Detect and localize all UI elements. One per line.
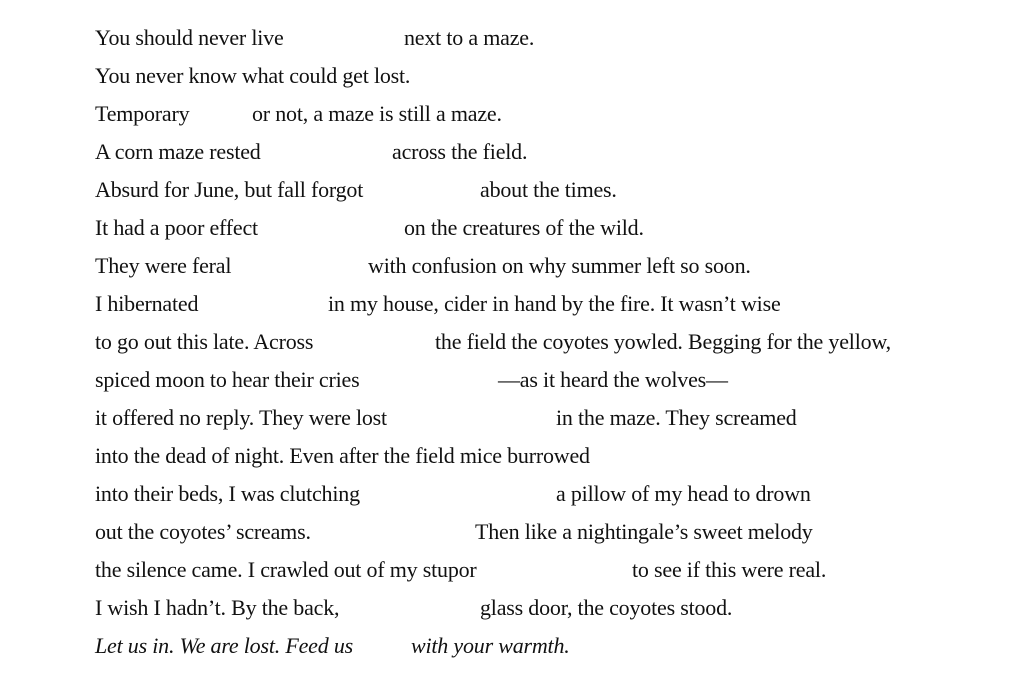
line-13-part-b: a pillow of my head to drown [556, 481, 811, 506]
line-12-part-a: into the dead of night. Even after the field mice burrowed [95, 443, 590, 468]
line-14-part-a: out the coyotes’ screams. [95, 519, 311, 544]
line-16-part-b: glass door, the coyotes stood. [480, 595, 733, 620]
line-7-part-a: They were feral [95, 253, 232, 278]
poem-line-4 [95, 133, 995, 171]
line-17-part-a: Let us in. We are lost. Feed us [95, 633, 353, 658]
line-3-part-a: Temporary [95, 101, 190, 126]
line-17-part-b: with your warmth. [411, 633, 570, 658]
line-11-part-a: it offered no reply. They were lost [95, 405, 387, 430]
poem-line-16 [95, 589, 995, 627]
poem-line-5 [95, 171, 995, 209]
poem-line-17 [95, 627, 995, 665]
poem-line-10 [95, 361, 995, 399]
line-3-part-b: or not, a maze is still a maze. [252, 101, 502, 126]
line-15-part-a: the silence came. I crawled out of my stupor [95, 557, 477, 582]
poem-line-7 [95, 247, 995, 285]
line-5-part-a: Absurd for June, but fall forgot [95, 177, 364, 202]
poem-line-14 [95, 513, 995, 551]
line-6-part-a: It had a poor effect [95, 215, 258, 240]
line-11-part-b: in the maze. They screamed [556, 405, 797, 430]
line-1-part-b: next to a maze. [404, 25, 535, 50]
line-13-part-a: into their beds, I was clutching [95, 481, 360, 506]
line-8-part-b: in my house, cider in hand by the fire. It wasn’t wise [328, 291, 781, 316]
poem-line-1 [95, 19, 995, 57]
line-15-part-b: to see if this were real. [632, 557, 827, 582]
poem-line-8 [95, 285, 995, 323]
poem-line-9 [95, 323, 995, 361]
line-1-part-a: You should never live [95, 25, 284, 50]
poem-line-15 [95, 551, 995, 589]
line-6-part-b: on the creatures of the wild. [404, 215, 644, 240]
line-10-part-a: spiced moon to hear their cries [95, 367, 360, 392]
poem-line-3 [95, 95, 995, 133]
line-9-part-a: to go out this late. Across [95, 329, 314, 354]
poem-line-11 [95, 399, 995, 437]
line-7-part-b: with confusion on why summer left so soon. [368, 253, 751, 278]
line-9-part-b: the field the coyotes yowled. Begging for the yellow, [435, 329, 891, 354]
line-10-part-b: —as it heard the wolves— [498, 367, 728, 392]
line-16-part-a: I wish I hadn’t. By the back, [95, 595, 340, 620]
poem-line-13 [95, 475, 995, 513]
line-2-part-a: You never know what could get lost. [95, 63, 411, 88]
line-8-part-a: I hibernated [95, 291, 199, 316]
poem-line-2 [95, 57, 995, 95]
line-4-part-b: across the field. [392, 139, 528, 164]
line-4-part-a: A corn maze rested [95, 139, 261, 164]
poem-line-12 [95, 437, 995, 475]
poem-text [95, 19, 995, 665]
poem-line-6 [95, 209, 995, 247]
line-5-part-b: about the times. [480, 177, 617, 202]
line-14-part-b: Then like a nightingale’s sweet melody [475, 519, 813, 544]
